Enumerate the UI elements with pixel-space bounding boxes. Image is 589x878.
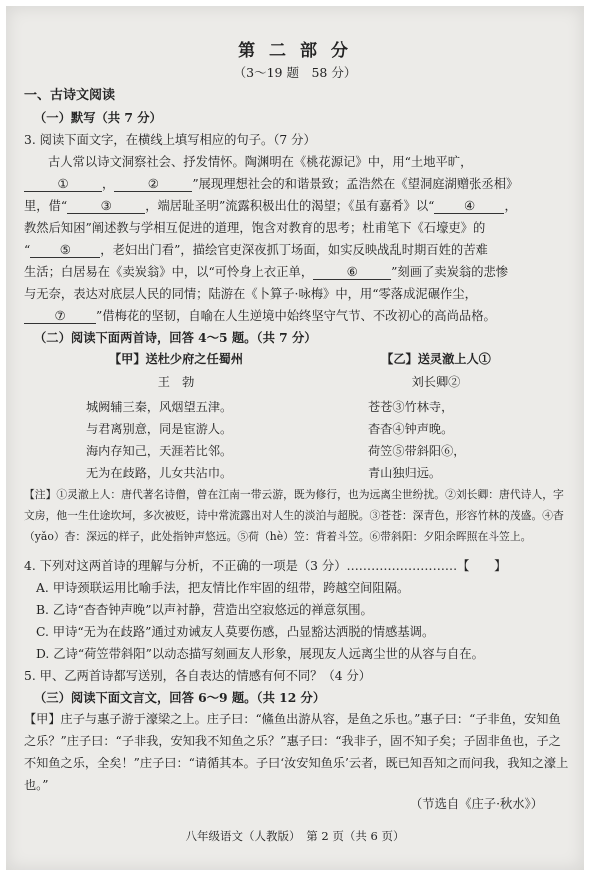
blank-7[interactable]: ⑦ [24, 309, 96, 324]
blank-5[interactable]: ⑤ [30, 243, 100, 258]
q3-line4: 教然后知困”阐述教与学相互促进的道理，饱含对教育的思考；杜甫笔下《石壕吏》的 [24, 221, 486, 235]
q3-line3: 里，借“ ③ ，端居耻圣明”流露积极出仕的渴望；《虽有嘉肴》以“ ④ ， [24, 199, 517, 213]
poem-b [336, 350, 536, 484]
blank-6[interactable]: ⑥ [313, 265, 391, 280]
poem-a-author: 王 勃 [157, 375, 195, 389]
page-footer: 八年级语文（人教版） 第 2 页（共 6 页） [185, 829, 405, 843]
option-b[interactable]: B. 乙诗“杳杳钟声晚”以声衬静，营造出空寂悠远的禅意氛围。 [36, 603, 373, 617]
poem-b-line: 苍苍③竹林寺， [368, 400, 454, 414]
option-c[interactable]: C. 甲诗“无为在歧路”通过劝诫友人莫要伤感，凸显豁达洒脱的情感基调。 [36, 625, 435, 639]
question-3: 3. 阅读下面文字，在横线上填写相应的句子。（7 分） [24, 133, 316, 147]
blank-1[interactable]: ① [24, 177, 102, 192]
poem-a [66, 350, 286, 484]
poem-a-line: 与君离别意，同是宦游人。 [86, 422, 233, 436]
q3-line8: ⑦ ”借梅花的坚韧，自喻在人生逆境中始终坚守气节、不改初心的高尚品格。 [24, 306, 496, 324]
poem-b-line: 荷笠⑤带斜阳⑥， [368, 444, 466, 458]
poem-a-line: 海内存知己，天涯若比邻。 [86, 444, 233, 458]
q3-line6: 生活；白居易在《卖炭翁》中，以“可怜身上衣正单， ⑥ ”刻画了卖炭翁的悲惨 [24, 265, 509, 279]
option-a[interactable]: A. 甲诗颈联运用比喻手法，把友情比作牢固的纽带，跨越空间阻隔。 [36, 581, 410, 595]
section-title: 一、古诗文阅读 [24, 88, 116, 103]
page-subtitle: （3～19 题 58 分） [233, 65, 357, 80]
poem-a-line: 城阙辅三秦，风烟望五津。 [86, 400, 233, 414]
classical-passage: 【甲】庄子与惠子游于濠梁之上。庄子曰：“鯈鱼出游从容，是鱼之乐也。”惠子曰：“子非鱼，安知鱼之乐？”庄子曰：“子非我，安知我不知鱼之乐？”惠子曰：“我非子，固不知子矣；子固非鱼也，子之不知鱼之乐，全矣！”庄子曰：“请循其本。子曰‘汝安知鱼乐’云者，既已知吾知之而问我，我知之濠上也。” [24, 712, 569, 792]
q3-line7: 与无奈，表达对底层人民的同情；陆游在《卜算子·咏梅》中，用“零落成泥碾作尘， [24, 287, 477, 301]
poem-b-author: 刘长卿② [411, 375, 461, 389]
poem-b-title: 【乙】送灵澈上人① [381, 352, 491, 366]
part3-heading: （三）阅读下面文言文，回答 6～9 题。（共 12 分） [34, 690, 326, 705]
part1-heading: （一）默写（共 7 分） [34, 110, 162, 125]
question-4: 4. 下列对这两首诗的理解与分析，不正确的一项是（3 分）………………………【 】 [24, 559, 507, 573]
page-title: 第 二 部 分 [238, 41, 352, 61]
poem-a-title: 【甲】送杜少府之任蜀州 [108, 352, 244, 366]
blank-4[interactable]: ④ [434, 199, 504, 214]
question-5: 5. 甲、乙两首诗都写送别，各自表达的情感有何不同？（4 分） [24, 669, 372, 683]
passage-source: （节选自《庄子·秋水》） [410, 797, 544, 811]
q3-line2: ① ， ② ”展现理想社会的和谐景致；孟浩然在《望洞庭湖赠张丞相》 [24, 174, 518, 192]
exam-page [6, 6, 584, 870]
blank-3[interactable]: ③ [67, 199, 145, 214]
poem-a-line: 无为在歧路，儿女共沾巾。 [86, 466, 233, 480]
poem-notes: 【注】①灵澈上人：唐代著名诗僧，曾在江南一带云游，既为修行，也为远离尘世纷扰。②刘长卿：唐代诗人，字文房，他一生仕途坎坷，多次被贬，诗中常流露出对人生的淡泊与超脱。③苍苍：深青色，形容竹林的茂盛。④杳（yǎo）杳：深远的样子，此处指钟声悠远。⑤荷（hè）笠：背着斗笠。⑥带斜阳：夕阳余晖照在斗笠上。 [24, 488, 564, 543]
q3-line1: 古人常以诗文洞察社会、抒发情怀。陶渊明在《桃花源记》中，用“土地平旷， [48, 155, 473, 169]
q3-line5: “ ⑤ ，老妇出门看”，描绘官吏深夜抓丁场面，如实反映战乱时期百姓的苦难 [24, 243, 488, 257]
poem-b-line: 青山独归远。 [368, 466, 442, 480]
part2-heading: （二）阅读下面两首诗，回答 4～5 题。（共 7 分） [34, 330, 317, 345]
option-d[interactable]: D. 乙诗“荷笠带斜阳”以动态描写刻画友人形象，展现友人远离尘世的从容与自在。 [36, 647, 484, 661]
blank-2[interactable]: ② [114, 177, 192, 192]
poem-b-line: 杳杳④钟声晚。 [368, 422, 454, 436]
